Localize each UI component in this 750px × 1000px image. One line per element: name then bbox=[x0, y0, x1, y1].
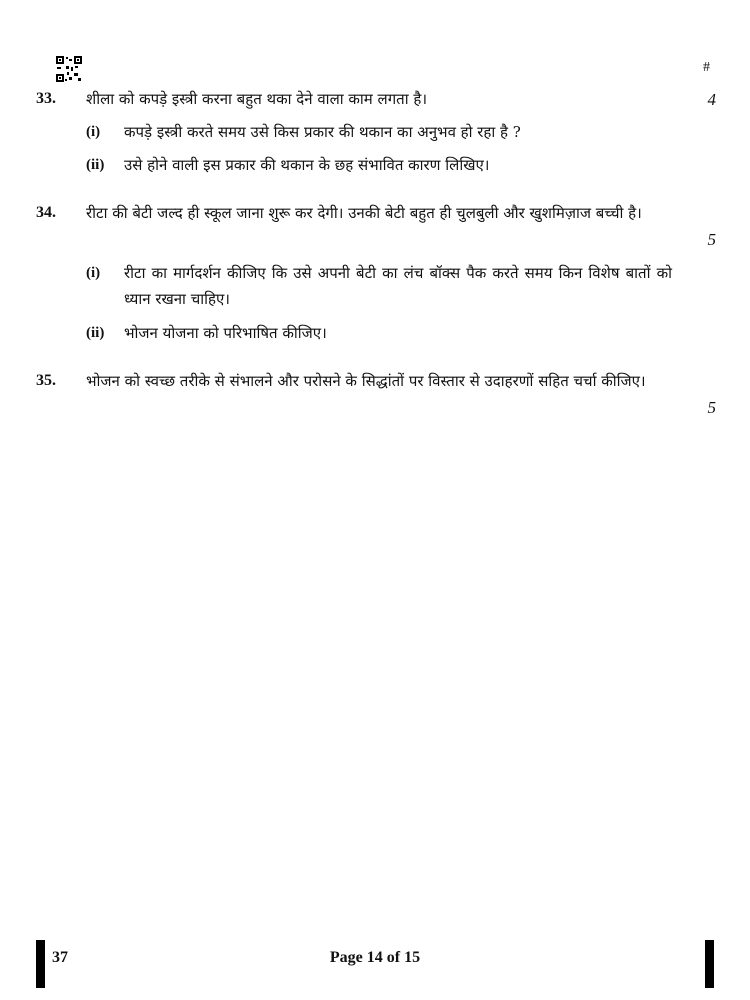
question-34 bbox=[36, 200, 716, 350]
corner-mark: # bbox=[703, 60, 710, 75]
paper-code: 37 bbox=[52, 949, 68, 966]
question-number: 34. bbox=[36, 204, 56, 221]
sub-question-label: (ii) bbox=[86, 157, 105, 173]
sub-question-label: (ii) bbox=[86, 325, 105, 341]
question-33 bbox=[36, 86, 716, 186]
qr-code-icon bbox=[56, 56, 82, 82]
question-text: भोजन को स्वच्छ तरीके से संभालने और परोसने के सिद्धांतों पर विस्तार से उदाहरणों सहित चर्चा कीजिए। bbox=[86, 372, 646, 390]
question-number: 33. bbox=[36, 90, 56, 107]
question-marks: 5 bbox=[707, 398, 716, 417]
question-text: रीटा की बेटी जल्द ही स्कूल जाना शुरू कर देगी। उनकी बेटी बहुत ही चुलबुली और खुशमिज़ाज बच्ची है। bbox=[86, 204, 642, 222]
sub-question-text: भोजन योजना को परिभाषित कीजिए। bbox=[124, 324, 327, 342]
question-number: 35. bbox=[36, 372, 56, 389]
sub-question-text: रीटा का मार्गदर्शन कीजिए कि उसे अपनी बेटी का लंच बॉक्स पैक करते समय किन विशेष बातों को ध्यान रखना चाहिए। bbox=[124, 264, 672, 308]
sub-question-label: (i) bbox=[86, 124, 101, 140]
right-margin-bar bbox=[705, 940, 714, 988]
page-footer bbox=[0, 940, 750, 990]
sub-question-text: उसे होने वाली इस प्रकार की थकान के छह संभावित कारण लिखिए। bbox=[124, 156, 490, 174]
question-text: शीला को कपड़े इस्त्री करना बहुत थका देने वाला काम लगता है। bbox=[86, 90, 428, 108]
question-marks: 4 bbox=[707, 90, 716, 109]
question-35 bbox=[36, 368, 716, 428]
question-marks: 5 bbox=[707, 230, 716, 249]
sub-question-text: कपड़े इस्त्री करते समय उसे किस प्रकार की थकान का अनुभव हो रहा है ? bbox=[124, 123, 521, 141]
sub-question-label: (i) bbox=[86, 265, 101, 281]
page-number: Page 14 of 15 bbox=[329, 949, 421, 966]
